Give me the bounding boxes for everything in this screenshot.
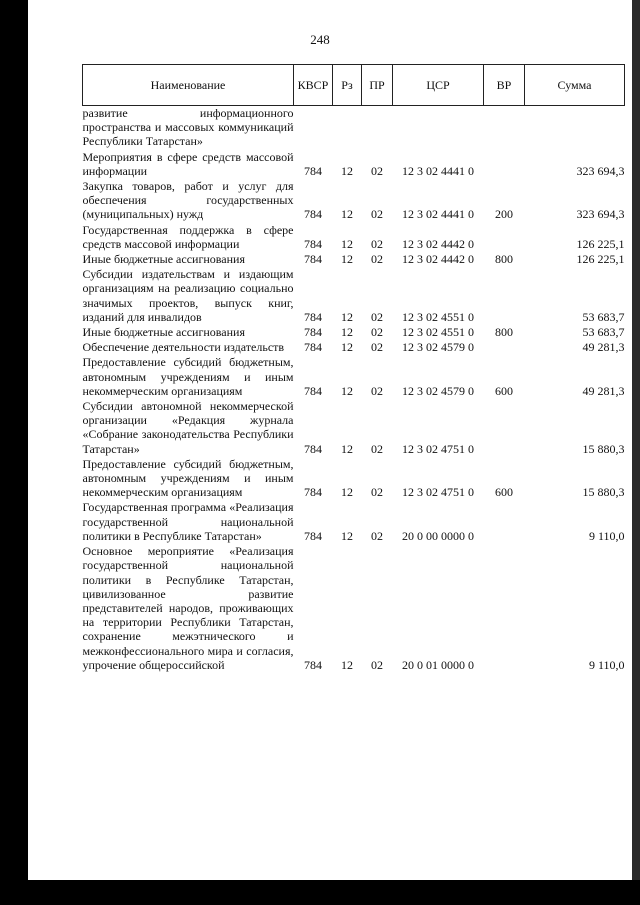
row-rz: 12: [341, 252, 353, 267]
row-csr: 20 0 00 0000 0: [402, 528, 474, 543]
row-pr: 02: [371, 325, 383, 340]
row-kvsr: 784: [304, 485, 322, 500]
scan-edge-bottom: [0, 880, 640, 905]
row-csr: 12 3 02 4551 0: [402, 325, 474, 340]
row-vr: [484, 500, 525, 544]
header-csr: ЦСР: [393, 65, 484, 106]
row-sum: 53 683,7: [582, 325, 625, 340]
table-row: [83, 500, 625, 544]
table-row: [83, 325, 625, 340]
row-vr: 600: [495, 485, 513, 500]
row-name: Предоставление субсидий бюджетным, автономным учреждениям и иным некоммерческим организациям: [82, 355, 294, 398]
row-sum: 15 880,3: [582, 441, 625, 456]
row-csr: 12 3 02 4441 0: [402, 207, 474, 222]
row-name: Иные бюджетные ассигнования: [82, 325, 245, 340]
row-rz: 12: [341, 485, 353, 500]
row-csr: 12 3 02 4579 0: [402, 383, 474, 398]
row-kvsr: 784: [304, 441, 322, 456]
header-rz: Рз: [333, 65, 362, 106]
header-kvsr: КВСР: [294, 65, 333, 106]
row-name: Мероприятия в сфере средств массовой информации: [82, 149, 294, 178]
row-sum: 126 225,1: [576, 236, 625, 251]
row-pr: 02: [371, 383, 383, 398]
table-body: [83, 106, 625, 673]
table-row: [83, 252, 625, 267]
row-csr: 12 3 02 4551 0: [402, 309, 474, 324]
row-sum: 323 694,3: [576, 207, 625, 222]
row-pr: 02: [371, 340, 383, 355]
row-vr: 800: [495, 325, 513, 340]
row-pr: 02: [371, 236, 383, 251]
table-row: [83, 355, 625, 399]
row-rz: 12: [341, 309, 353, 324]
row-pr: 02: [371, 528, 383, 543]
row-rz: 12: [341, 236, 353, 251]
row-pr: 02: [371, 309, 383, 324]
row-vr: [484, 223, 525, 252]
row-pr: 02: [371, 163, 383, 178]
table-row: [83, 223, 625, 252]
table-row: [83, 106, 625, 150]
row-pr: 02: [371, 485, 383, 500]
row-kvsr: 784: [304, 236, 322, 251]
row-kvsr: 784: [304, 309, 322, 324]
row-name: Субсидии автономной некоммерческой организации «Редакция журнала «Собрание законодательства Республики Татарстан»: [82, 399, 294, 456]
table-row: [83, 544, 625, 673]
row-kvsr: 784: [304, 325, 322, 340]
row-name: Предоставление субсидий бюджетным, автономным учреждениям и иным некоммерческим организациям: [82, 456, 294, 500]
table-header: [83, 65, 625, 106]
row-vr: 200: [495, 207, 513, 222]
row-csr: 20 0 01 0000 0: [402, 657, 474, 672]
row-kvsr: 784: [304, 252, 322, 267]
row-csr: 12 3 02 4751 0: [402, 485, 474, 500]
row-name: Основное мероприятие «Реализация государственной национальной политики в Республике Татарстан, цивилизованное развитие представителей народов, проживающих на территории Республики Татарстан, сохранение межэтнического и межконфессионального мира и согласия, упрочение общероссийской: [82, 544, 294, 672]
row-vr: [484, 267, 525, 325]
scan-edge-right: [632, 0, 640, 880]
row-sum: 49 281,3: [582, 383, 625, 398]
row-sum: 9 110,0: [588, 528, 625, 543]
table-row: [83, 150, 625, 179]
row-vr: [484, 399, 525, 457]
row-kvsr: 784: [304, 383, 322, 398]
row-rz: 12: [341, 383, 353, 398]
row-vr: [484, 106, 525, 150]
row-sum: 15 880,3: [582, 485, 625, 500]
row-sum: 53 683,7: [582, 309, 625, 324]
row-sum: 9 110,0: [588, 657, 625, 672]
row-name: Субсидии издательствам и издающим организациям на реализацию социально значимых проектов, выпуск книг, изданий для инвалидов: [82, 267, 294, 324]
table-row: [83, 399, 625, 457]
table-row: [83, 340, 625, 355]
row-vr: [484, 150, 525, 179]
row-kvsr: 784: [304, 657, 322, 672]
row-rz: 12: [341, 207, 353, 222]
table-row: [83, 179, 625, 223]
budget-table: [82, 64, 625, 673]
header-sum: Сумма: [525, 65, 625, 106]
page-number: 248: [310, 32, 330, 47]
row-pr: [362, 106, 393, 150]
row-kvsr: 784: [304, 528, 322, 543]
row-vr: 800: [495, 252, 513, 267]
row-vr: [484, 340, 525, 355]
header-vr: ВР: [484, 65, 525, 106]
row-rz: 12: [341, 441, 353, 456]
row-vr: 600: [495, 383, 513, 398]
row-name: Государственная поддержка в сфере средств массовой информации: [82, 222, 294, 251]
row-kvsr: 784: [304, 163, 322, 178]
header-name: Наименование: [83, 65, 294, 106]
row-name: Закупка товаров, работ и услуг для обеспечения государственных (муниципальных) нужд: [82, 179, 294, 222]
row-name: развитие информационного пространства и массовых коммуникаций Республики Татарстан»: [82, 106, 294, 149]
row-rz: 12: [341, 657, 353, 672]
row-kvsr: 784: [304, 207, 322, 222]
row-rz: 12: [341, 528, 353, 543]
row-csr: [393, 106, 484, 150]
row-kvsr: 784: [304, 340, 322, 355]
row-kvsr: [294, 106, 333, 150]
row-pr: 02: [371, 441, 383, 456]
row-pr: 02: [371, 657, 383, 672]
table-row: [83, 267, 625, 325]
row-name: Государственная программа «Реализация государственной национальной политики в Республике Татарстан»: [82, 500, 294, 543]
row-csr: 12 3 02 4442 0: [402, 252, 474, 267]
row-pr: 02: [371, 207, 383, 222]
row-csr: 12 3 02 4442 0: [402, 236, 474, 251]
row-csr: 12 3 02 4441 0: [402, 163, 474, 178]
table-row: [83, 457, 625, 501]
row-rz: 12: [341, 163, 353, 178]
row-rz: [333, 106, 362, 150]
row-rz: 12: [341, 325, 353, 340]
row-name: Обеспечение деятельности издательств: [82, 340, 285, 355]
row-sum: 323 694,3: [576, 163, 625, 178]
row-sum: 49 281,3: [582, 340, 625, 355]
row-rz: 12: [341, 340, 353, 355]
scan-edge-left: [0, 0, 28, 905]
row-vr: [484, 544, 525, 673]
row-csr: 12 3 02 4579 0: [402, 340, 474, 355]
row-pr: 02: [371, 252, 383, 267]
row-name: Иные бюджетные ассигнования: [82, 252, 245, 267]
row-sum: [525, 106, 625, 150]
row-csr: 12 3 02 4751 0: [402, 441, 474, 456]
row-sum: 126 225,1: [576, 252, 625, 267]
header-pr: ПР: [362, 65, 393, 106]
